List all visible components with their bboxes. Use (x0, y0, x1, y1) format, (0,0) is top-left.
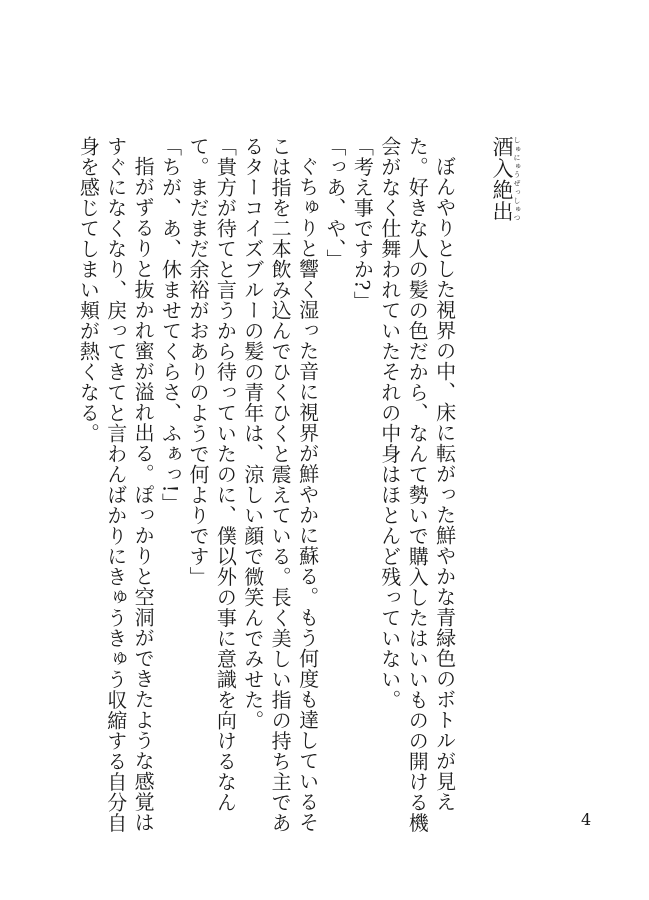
paragraph: 指がずるりと抜かれ蜜が溢れ出る。ぽっかりと空洞ができたような感覚はすぐになくなり、戻ってきてと言わんばかりにきゅうきゅう収縮する自分自身を感じてしまい頬が熱くなる。 (76, 136, 156, 833)
chapter-title (488, 136, 521, 836)
paragraph: ぼんやりとした視界の中、床に転がった鮮やかな青緑色のボトルが見えた。好きな人の髪の色だから、なんて勢いで購入したはいいものの開ける機会がなく仕舞われていたそれの中身はほとんど残っていない。 (377, 136, 457, 833)
page-number: 4 (581, 810, 592, 829)
paragraph: ぐちゅりと響く湿った音に視界が鮮やかに蘇る。もう何度も達しているそこは指を二本飲み込んでひくひくと震えている。長く美しい指の持ち主であるターコイズブルーの髪の青年は、涼しい顔で微笑んでみせた。 (240, 136, 320, 833)
chapter-title-text: 酒入絶出 (490, 136, 514, 222)
dialogue-line: 「考え事ですか?」 (350, 136, 375, 312)
dialogue-line: 「っあ、や、」 (322, 136, 347, 270)
dialogue-line: 「貴方が待てと言うから待っていたのに、僕以外の事に意識を向けるなんて。まだまだ余裕がおありのようで何よりです」 (185, 136, 238, 813)
dialogue-line: 「ちが、あ、休ませてくらさ、ふぁっ!」 (158, 136, 183, 514)
vertical-text-block (74, 136, 521, 836)
chapter-title-ruby: しゅにゅうぜっしゅつ (513, 136, 521, 222)
